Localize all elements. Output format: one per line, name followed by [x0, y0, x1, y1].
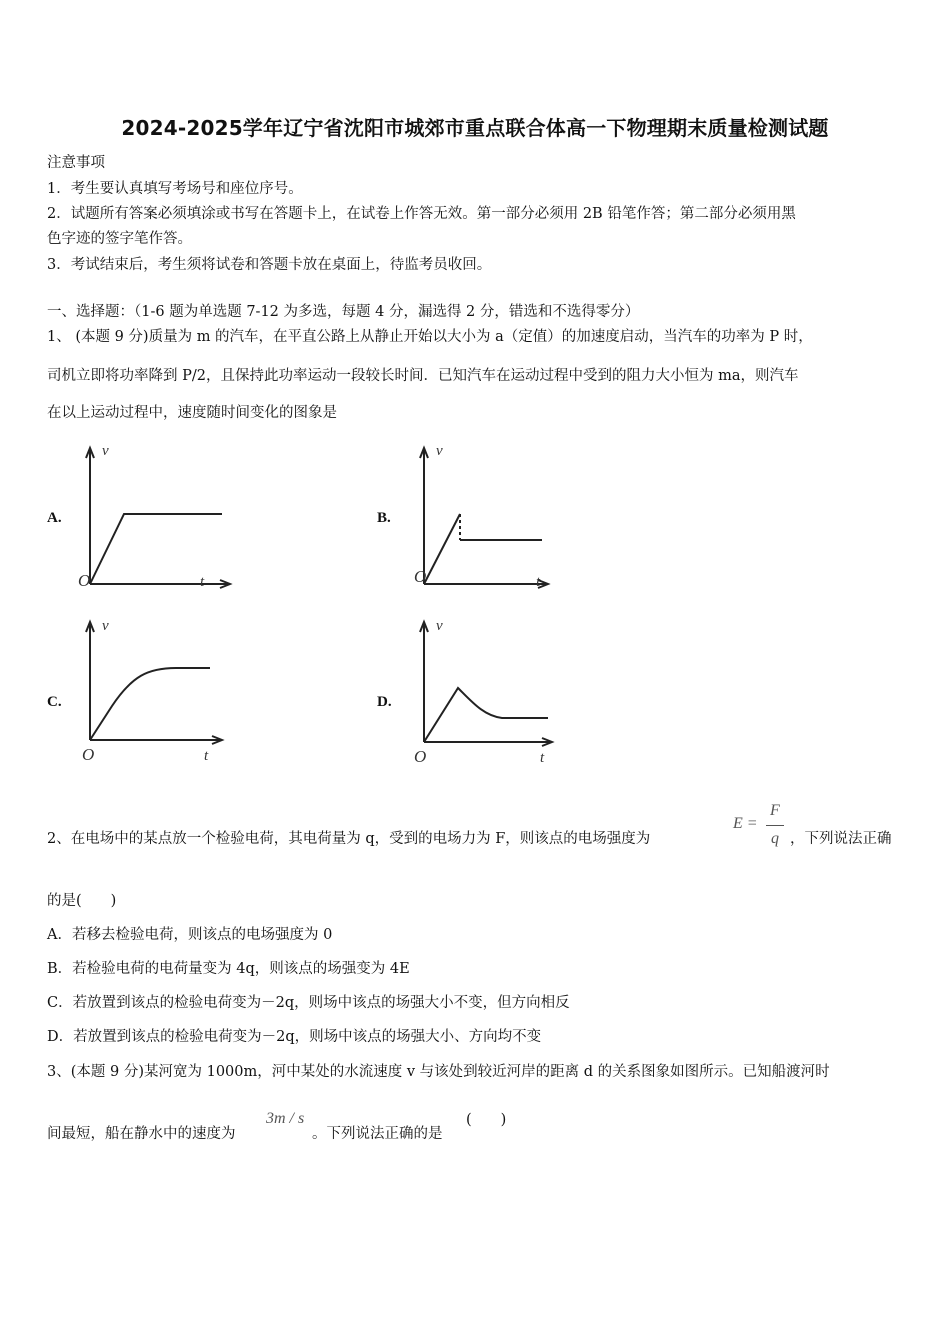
- axis-v-label: v: [102, 443, 109, 459]
- axis-v-label: v: [436, 443, 443, 459]
- notice-item-1: 1．考生要认真填写考场号和座位序号。: [47, 181, 303, 197]
- fraction-bar: [766, 825, 784, 826]
- q1-option-d-label[interactable]: D.: [377, 694, 392, 710]
- q1-graph-a: [72, 440, 242, 592]
- q2-option-d[interactable]: D．若放置到该点的检验电荷变为－2q，则场中该点的场强大小、方向均不变: [47, 1029, 542, 1045]
- q2-text-line2: 的是( ): [47, 893, 117, 909]
- q1-graph-b: [410, 440, 560, 592]
- q2-text-line1: 2、在电场中的某点放一个检验电荷，其电荷量为 q，受到的电场力为 F，则该点的电场强度为: [47, 831, 651, 847]
- q3-text-line2-head: 间最短，船在静水中的速度为: [47, 1126, 236, 1142]
- origin-label: O: [82, 745, 95, 764]
- q3-text-line1: 3、(本题 9 分)某河宽为 1000m，河中某处的水流速度 v 与该处到较近河岸的距离 d 的关系图象如图所示。已知船渡河时: [47, 1064, 830, 1080]
- q1-text-line2: 司机立即将功率降到 P/2，且保持此功率运动一段较长时间．已知汽车在运动过程中受到的阻力大小恒为 ma，则汽车: [47, 368, 799, 384]
- axis-t-label: t: [200, 574, 205, 590]
- q2-option-a[interactable]: A．若移去检验电荷，则该点的电场强度为 0: [47, 927, 333, 943]
- axis-t-label: t: [536, 574, 541, 590]
- origin-label: O: [414, 747, 427, 766]
- notice-heading: 注意事项: [47, 155, 105, 171]
- section-heading: 一、选择题：（1-6 题为单选题 7-12 为多选，每题 4 分，漏选得 2 分，错选和不选得零分）: [47, 304, 640, 320]
- axis-t-label: t: [204, 748, 209, 764]
- q3-text-line2-tail: 。下列说法正确的是: [312, 1126, 443, 1142]
- q3-speed-value: 3m / s: [266, 1110, 305, 1127]
- q2-formula-denominator: q: [771, 830, 779, 847]
- q2-formula-numerator: F: [770, 802, 780, 819]
- q2-text-line1-tail: ，下列说法正确: [790, 831, 892, 847]
- q1-graph-c: [72, 618, 242, 770]
- q1-option-c-label[interactable]: C.: [47, 694, 62, 710]
- notice-item-2: 2．试题所有答案必须填涂或书写在答题卡上，在试卷上作答无效。第一部分必须用 2B 铅笔作答；第二部分必须用黑: [47, 206, 796, 222]
- q2-option-b[interactable]: B．若检验电荷的电荷量变为 4q，则该点的场强变为 4E: [47, 961, 410, 977]
- axis-v-label: v: [436, 618, 443, 634]
- q1-option-a-label[interactable]: A.: [47, 510, 62, 526]
- notice-item-2-cont: 色字迹的签字笔作答。: [47, 231, 192, 247]
- q2-option-c[interactable]: C．若放置到该点的检验电荷变为－2q，则场中该点的场强大小不变，但方向相反: [47, 995, 570, 1011]
- page-title: 2024-2025学年辽宁省沈阳市城郊市重点联合体高一下物理期末质量检测试题: [121, 116, 829, 140]
- axis-t-label: t: [540, 750, 545, 766]
- q1-graph-d: [410, 618, 560, 770]
- q1-option-b-label[interactable]: B.: [377, 510, 391, 526]
- origin-label: O: [78, 571, 91, 590]
- q2-formula-lhs: E =: [733, 815, 758, 832]
- q3-answer-paren: ( ): [466, 1112, 507, 1128]
- origin-label: O: [414, 567, 427, 586]
- axis-v-label: v: [102, 618, 109, 634]
- q1-text-line1: 1、 (本题 9 分)质量为 m 的汽车，在平直公路上从静止开始以大小为 a（定值）的加速度启动，当汽车的功率为 P 时，: [47, 329, 813, 345]
- notice-item-3: 3．考试结束后，考生须将试卷和答题卡放在桌面上，待监考员收回。: [47, 257, 492, 273]
- q1-text-line3: 在以上运动过程中，速度随时间变化的图象是: [47, 405, 337, 421]
